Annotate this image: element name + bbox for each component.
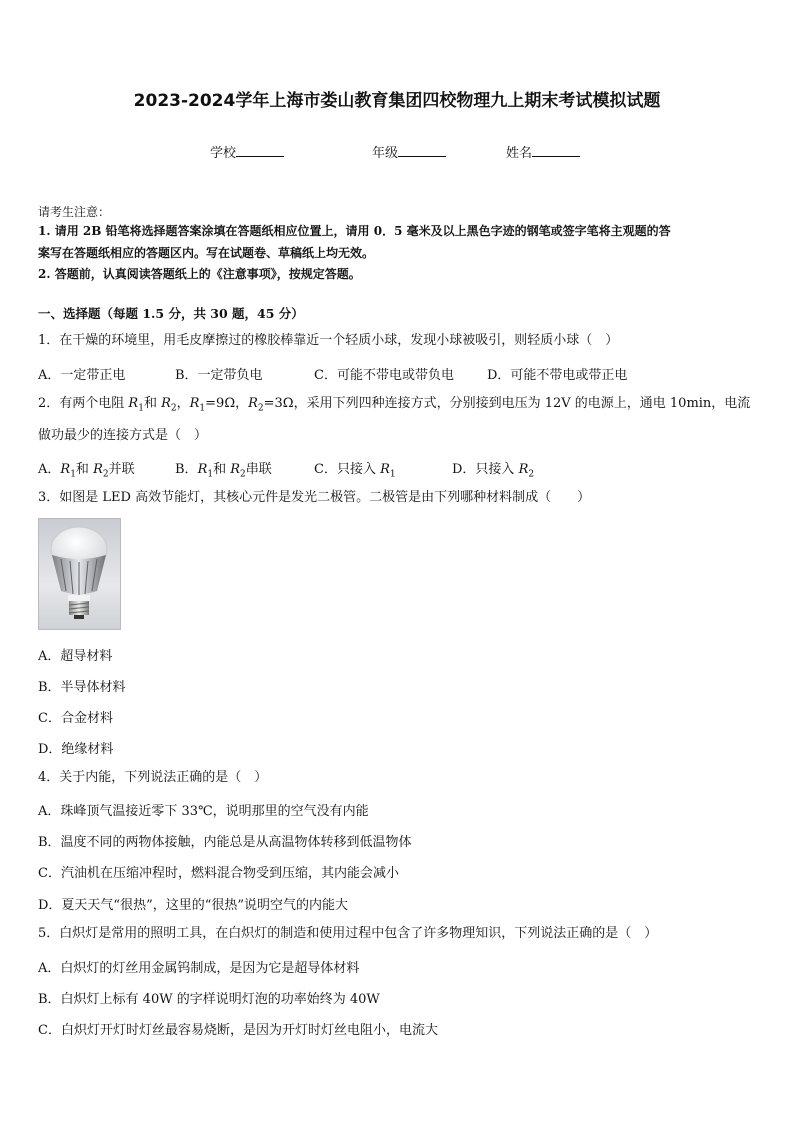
q2-option-b [175,458,272,480]
q5-option-c: C．白炽灯开灯时灯丝最容易烧断，是因为开灯时灯丝电阻小，电流大 [38,1023,438,1038]
notice-item-2: 2. 答题前，认真阅读答题纸上的《注意事项》，按规定答题。 [38,267,361,281]
led-bulb-image [38,518,121,630]
q5-option-b: B．白炽灯上标有 40W 的字样说明灯泡的功率始终为 40W [38,992,380,1007]
question-3-stem: 3．如图是 LED 高效节能灯，其核心元件是发光二极管。二极管是由下列哪种材料制成（ ） [38,490,591,505]
question-2-stem-line-1 [38,395,750,418]
opt-sub: 1 [70,469,76,480]
opt-sub: 2 [102,469,109,480]
name-label: 姓名 [506,146,533,161]
notice-item-1-line-1: 1. 请用 2B 铅笔将选择题答案涂填在答题纸相应位置上，请用 0．5 毫米及以上黑色字迹的钢笔或签字笔将主观题的答 [38,224,671,238]
q2-var: R [128,396,139,411]
opt-text: 串联 [245,462,272,477]
question-2-stem-line-2: 做功最少的连接方式是（ ） [38,428,208,443]
grade-field [372,142,446,161]
q3-option-a: A．超导材料 [38,649,113,664]
opt-var: R [380,462,390,477]
question-1-stem: 1．在干燥的环境里，用毛皮摩擦过的橡胶棒靠近一个轻质小球，发现小球被吸引，则轻质小球（ ） [38,333,619,348]
q2-text: ， [176,396,190,411]
notice-item-1-line-2: 案写在答题纸相应的答题区内。写在试题卷、草稿纸上均无效。 [38,246,375,260]
grade-label: 年级 [372,146,399,161]
opt-sub: 2 [528,469,535,480]
q4-option-a: A．珠峰顶气温接近零下 33℃，说明那里的空气没有内能 [38,804,369,819]
q3-option-d: D．绝缘材料 [38,742,114,757]
q2-option-a [38,458,135,480]
opt-sub: 1 [389,469,396,480]
q2-text: =3Ω，采用下列四种连接方式，分别接到电压为 12V 的电源上，通电 10min，电流 [263,396,751,411]
opt-var: R [60,462,71,477]
q2-sub: 2 [257,403,264,414]
opt-text: 和 [75,462,94,477]
school-field [210,142,284,161]
opt-var: R [197,462,208,477]
opt-text: 和 [213,462,231,477]
q1-option-c: C．可能不带电或带负电 [314,368,454,383]
q1-option-a: A．一定带正电 [38,368,126,383]
q2-sub: 1 [199,403,206,414]
section-heading: 一、选择题（每题 1.5 分，共 30 题，45 分） [38,306,304,321]
page-title: 2023-2024学年上海市娄山教育集团四校物理九上期末考试模拟试题 [133,91,661,111]
question-5-stem: 5．白炽灯是常用的照明工具，在白炽灯的制造和使用过程中包含了许多物理知识，下列说法正确的是（ ） [38,926,658,941]
opt-var: R [230,462,241,477]
q1-option-d: D．可能不带电或带正电 [487,368,628,383]
opt-text: B． [175,462,198,477]
q3-option-c: C．合金材料 [38,711,113,726]
q2-option-c [314,458,396,480]
grade-blank [398,145,446,157]
school-label: 学校 [210,146,237,161]
name-blank [532,145,580,157]
q2-text: =9Ω， [205,396,249,411]
question-4-stem: 4．关于内能，下列说法正确的是（ ） [38,770,268,785]
q2-var: R [161,396,171,411]
led-bulb-icon [39,519,120,629]
notice-heading: 请考生注意： [38,205,111,219]
q2-text: 和 [143,396,162,411]
q1-option-b: B．一定带负电 [175,368,263,383]
q4-option-b: B．温度不同的两物体接触，内能总是从高温物体转移到低温物体 [38,835,412,850]
opt-text: C．只接入 [314,462,381,477]
q3-option-b: B．半导体材料 [38,680,126,695]
school-blank [236,145,284,157]
opt-sub: 1 [207,469,214,480]
opt-var: R [93,462,103,477]
q4-option-c: C．汽油机在压缩冲程时，燃料混合物受到压缩，其内能会减小 [38,866,399,881]
opt-sub: 2 [240,469,246,480]
q2-text: 2．有两个电阻 [38,396,129,411]
q5-option-a: A．白炽灯的灯丝用金属钨制成，是因为它是超导体材料 [38,961,360,976]
q4-option-d: D．夏天天气“很热”，这里的“很热”说明空气的内能大 [38,898,349,913]
q2-var: R [189,396,200,411]
q2-sub: 1 [138,403,144,414]
q2-var: R [248,396,258,411]
opt-text: D．只接入 [452,462,519,477]
opt-text: A． [38,462,61,477]
q2-sub: 2 [170,403,177,414]
name-field [506,142,580,161]
opt-var: R [518,462,529,477]
q2-option-d [452,458,534,480]
opt-text: 并联 [108,462,135,477]
